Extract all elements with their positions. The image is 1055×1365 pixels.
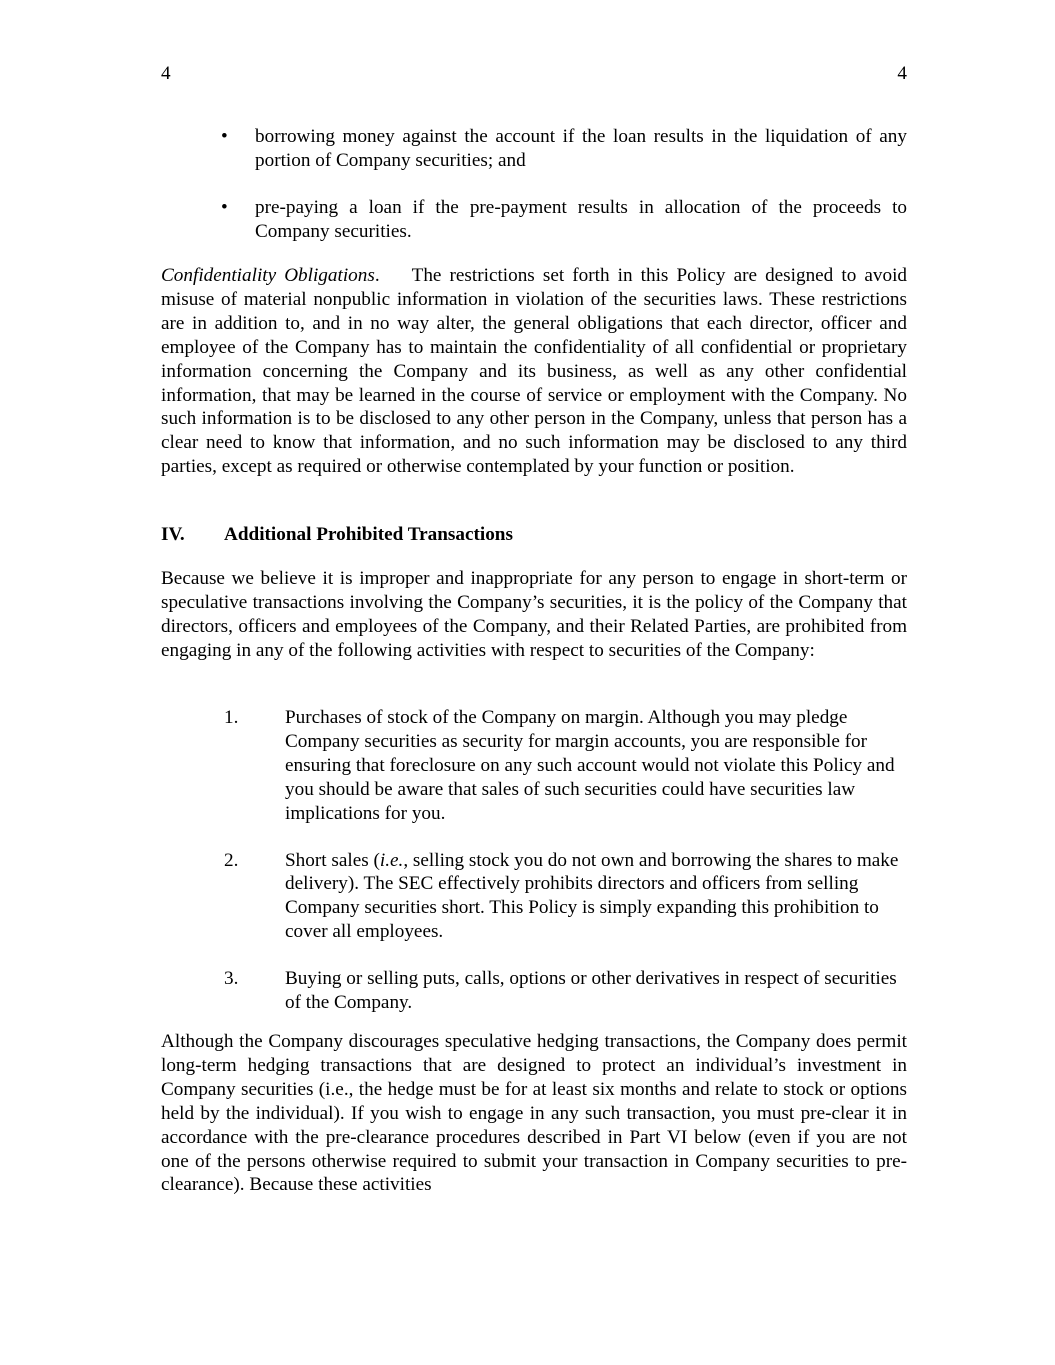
confidentiality-title: Confidentiality Obligations bbox=[161, 265, 375, 286]
section-number: IV. bbox=[161, 524, 185, 545]
page-number-right: 4 bbox=[897, 63, 907, 84]
confidentiality-title-punct: . bbox=[374, 265, 380, 286]
confidentiality-paragraph bbox=[161, 264, 907, 479]
list-item bbox=[161, 196, 907, 244]
list-item-text: Buying or selling puts, calls, options or other derivatives in respect of securities of the Company. bbox=[285, 968, 897, 1014]
bullet-list bbox=[161, 125, 907, 267]
section-intro: Because we believe it is improper and inappropriate for any person to engage in short-term or speculative transactions involving the Company’s securities, it is the policy of the Company that directors, officers and employees of the Company, and their Related Parties, are prohibited from engaging in any of the following activities with respect to securities of the Company: bbox=[161, 568, 907, 661]
list-item-number: 3. bbox=[224, 968, 239, 990]
bullet-text: borrowing money against the account if the loan results in the liquidation of any portion of Company securities; and bbox=[255, 126, 907, 171]
bullet-icon: • bbox=[221, 196, 228, 218]
list-item-text: Purchases of stock of the Company on margin. Although you may pledge Company securities as security for margin accounts, you are responsible for ensuring that foreclosure on any such account would not violate this Policy and you should be aware that sales of such securities could have securities law implications for you. bbox=[285, 707, 895, 824]
page-number-left: 4 bbox=[161, 63, 171, 84]
list-item bbox=[161, 125, 907, 173]
list-item-number: 2. bbox=[224, 849, 239, 871]
list-item-text-before: Short sales ( bbox=[285, 849, 380, 871]
list-item bbox=[161, 849, 907, 945]
closing-paragraph: Although the Company discourages speculative hedging transactions, the Company does permit long-term hedging transactions that are designed to protect an individual’s investment in Company securities (i.e., the hedge must be for at least six months and relate to stock or options held by the individual). If you wish to engage in any such transaction, you must pre-clear it in accordance with the pre-clearance procedures described in Part VI below (even if you are not one of the persons otherwise required to submit your transaction in Company securities to pre-clearance). Because these activities bbox=[161, 1031, 907, 1196]
section-heading bbox=[161, 523, 907, 547]
confidentiality-body: The restrictions set forth in this Policy are designed to avoid misuse of material nonpublic information in violation of the securities laws. These restrictions are in addition to, and in no way alter, the general obligations that each director, officer and employee of the Company has to maintain the confidentiality of all confidential or proprietary information concerning the Company and its business, as well as any other confidential information, that may be learned in the course of service or employment with the Company. No such information is to be disclosed to any other person in the Company, unless that person has a clear need to know that information, and no such information may be disclosed to any third parties, except as required or otherwise contemplated by your function or position. bbox=[161, 265, 907, 478]
list-item-number: 1. bbox=[224, 707, 239, 728]
bullet-text: pre-paying a loan if the pre-payment results in allocation of the proceeds to Company securities. bbox=[255, 196, 907, 242]
list-item-text-italic: i.e. bbox=[379, 849, 404, 871]
list-item bbox=[161, 706, 907, 826]
prohibited-list bbox=[161, 706, 907, 1038]
section-title: Additional Prohibited Transactions bbox=[224, 524, 513, 545]
list-item bbox=[161, 967, 907, 1015]
bullet-icon: • bbox=[221, 126, 228, 147]
list-item-text-after: , selling stock you do not own and borrowing the shares to make delivery). The SEC effectively prohibits directors and officers from selling Company securities short. This Policy is simply expanding this prohibition to cover all employees. bbox=[285, 849, 899, 943]
